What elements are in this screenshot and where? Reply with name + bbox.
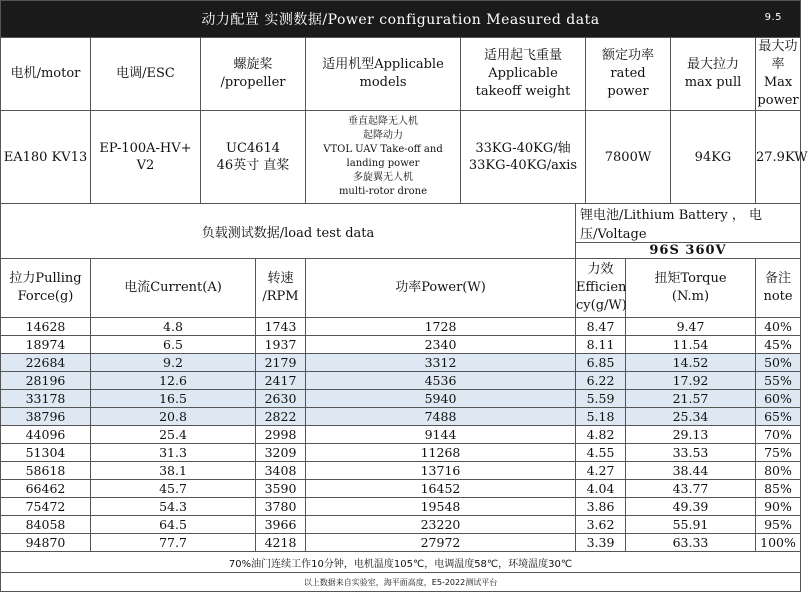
value-rated-power: 7800W	[586, 111, 671, 204]
header-esc: 电调/ESC	[91, 38, 201, 111]
header-takeoff-weight: 适用起飞重量 Applicable takeoff weight	[461, 38, 586, 111]
page-title: 动力配置 实测数据/Power configuration Measured data	[201, 12, 600, 28]
value-models: 垂直起降无人机 起降动力 VTOL UAV Take-off and landing power 多旋翼无人机 multi-rotor drone	[306, 111, 461, 204]
table-row: 75472 54.3 3780 19548 3.86 49.39 90%	[1, 498, 801, 516]
header-models: 适用机型Applicable models	[306, 38, 461, 111]
load-test-label: 负载测试数据/load test data	[1, 204, 576, 259]
value-motor: EA180 KV13	[1, 111, 91, 204]
version-label: 9.5	[764, 12, 783, 23]
footer-source: 以上数据来自实验室，海平面高度，E5-2022测试平台	[1, 573, 801, 592]
value-max-power: 27.9KW	[756, 111, 801, 204]
header-propeller: 螺旋桨 /propeller	[201, 38, 306, 111]
value-max-pull: 94KG	[671, 111, 756, 204]
header-max-pull: 最大拉力 max pull	[671, 38, 756, 111]
header-power: 功率Power(W)	[306, 259, 576, 318]
table-row: 66462 45.7 3590 16452 4.04 43.77 85%	[1, 480, 801, 498]
table-row: 84058 64.5 3966 23220 3.62 55.91 95%	[1, 516, 801, 534]
header-torque: 扭矩Torque (N.m)	[626, 259, 756, 318]
table-row: 94870 77.7 4218 27972 3.39 63.33 100%	[1, 534, 801, 552]
table-row: 33178 16.5 2630 5940 5.59 21.57 60%	[1, 390, 801, 408]
header-rpm: 转速 /RPM	[256, 259, 306, 318]
battery-value: 96S 360V	[576, 243, 801, 259]
table-row: 44096 25.4 2998 9144 4.82 29.13 70%	[1, 426, 801, 444]
value-propeller: UC4614 46英寸 直桨	[201, 111, 306, 204]
header-rated-power: 额定功率 rated power	[586, 38, 671, 111]
title-bar	[1, 1, 801, 38]
header-note: 备注 note	[756, 259, 801, 318]
table-row: 51304 31.3 3209 11268 4.55 33.53 75%	[1, 444, 801, 462]
battery-label: 锂电池/Lithium Battery ， 电压/Voltage	[576, 204, 801, 243]
table-row: 58618 38.1 3408 13716 4.27 38.44 80%	[1, 462, 801, 480]
table-row: 28196 12.6 2417 4536 6.22 17.92 55%	[1, 372, 801, 390]
header-max-power: 最大功 率 Max power	[756, 38, 801, 111]
value-esc: EP-100A-HV+ V2	[91, 111, 201, 204]
table-row: 14628 4.8 1743 1728 8.47 9.47 40%	[1, 318, 801, 336]
table-row: 22684 9.2 2179 3312 6.85 14.52 50%	[1, 354, 801, 372]
table-row: 18974 6.5 1937 2340 8.11 11.54 45%	[1, 336, 801, 354]
header-motor: 电机/motor	[1, 38, 91, 111]
header-efficiency: 力效 Efficien cy(g/W)	[576, 259, 626, 318]
header-current: 电流Current(A)	[91, 259, 256, 318]
value-takeoff-weight: 33KG-40KG/轴 33KG-40KG/axis	[461, 111, 586, 204]
header-pull: 拉力Pulling Force(g)	[1, 259, 91, 318]
table-row: 38796 20.8 2822 7488 5.18 25.34 65%	[1, 408, 801, 426]
footer-note: 70%油门连续工作10分钟，电机温度105℃，电调温度58℃，环境温度30℃	[1, 552, 801, 573]
